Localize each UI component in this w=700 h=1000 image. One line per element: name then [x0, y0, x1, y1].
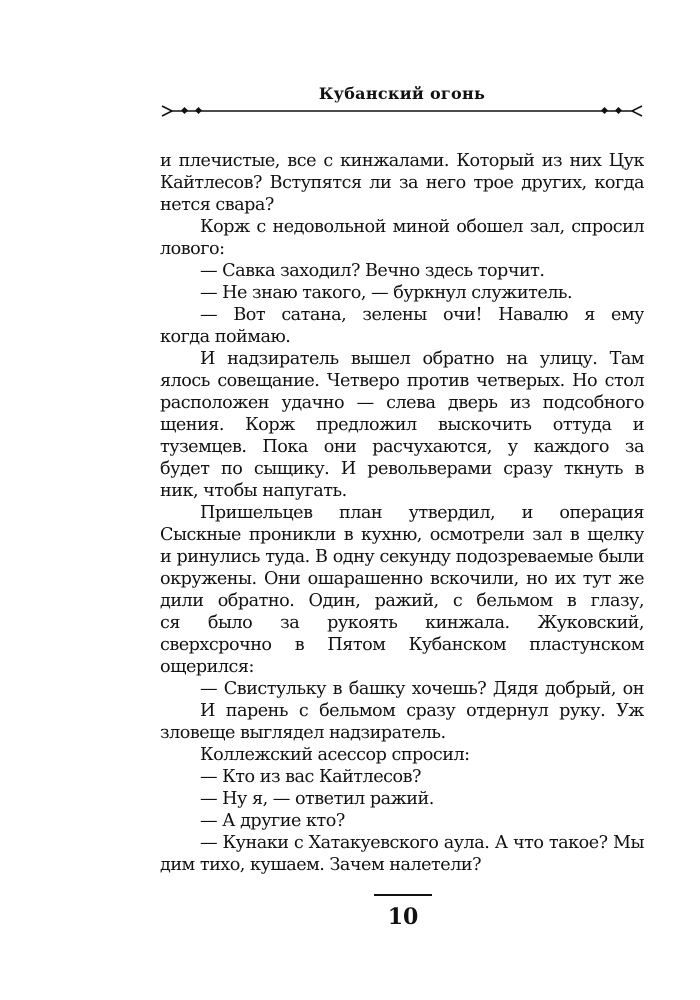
text-line: и ринулись туда. В одну секунду подозреваемые были [160, 547, 644, 567]
text-line: Корж с недовольной миной обошел зал, спросил [200, 217, 644, 237]
footer-rule [374, 894, 432, 896]
text-line: — Вот сатана, зелены очи! Навалю я ему [200, 305, 644, 325]
text-line: — Ну я, — ответил ражий. [200, 789, 434, 809]
text-line: И надзиратель вышел обратно на улицу. Там [200, 349, 644, 369]
text-line: ощерился: [160, 657, 254, 677]
text-line: щения. Корж предложил выскочить оттуда и [160, 415, 644, 435]
text-line: туземцев. Пока они расчухаются, у каждого за [160, 437, 644, 457]
text-line: Сыскные проникли в кухню, осмотрели зал в щелку [160, 525, 644, 545]
text-line: когда поймаю. [160, 327, 291, 347]
text-line: сверхсрочно в Пятом Кубанском пластунском [160, 635, 644, 655]
text-line: дим тихо, кушаем. Зачем налетели? [160, 855, 482, 875]
page-number: 10 [387, 904, 419, 930]
text-line: будет по сыщику. И револьверами сразу ткнуть в [160, 459, 644, 479]
text-line: И парень с бельмом сразу отдернул руку. Уж [200, 701, 644, 721]
text-line: лового: [160, 239, 225, 259]
text-line: — Савка заходил? Вечно здесь торчит. [200, 261, 545, 281]
text-line: и плечистые, все с кинжалами. Который из них Цук [160, 151, 644, 171]
running-title: Кубанский огонь [318, 84, 486, 103]
text-line: нется свара? [160, 195, 274, 215]
text-line: расположен удачно — слева дверь из подсобного [160, 393, 644, 413]
text-line: ся было за рукоять кинжала. Жуковский, [160, 613, 644, 633]
text-line: — Свистульку в башку хочешь? Дядя добрый, он [200, 679, 644, 699]
text-line: окружены. Они ошарашенно вскочили, но их тут же [160, 569, 644, 589]
header-ornament [160, 104, 644, 118]
text-line: ялось совещание. Четверо против четверых. Но стол [160, 371, 644, 391]
text-line: дили обратно. Один, ражий, с бельмом в глазу, [160, 591, 644, 611]
page-header [160, 84, 644, 124]
body-text [160, 150, 644, 876]
text-line: Кайтлесов? Вступятся ли за него трое других, когда [160, 173, 644, 193]
text-line: зловеще выглядел надзиратель. [160, 723, 446, 743]
text-line: Пришельцев план утвердил, и операция [200, 503, 644, 523]
text-line: — Кунаки с Хатакуевского аула. А что такое? Мы [200, 833, 644, 853]
text-line: — А другие кто? [200, 811, 345, 831]
text-line: — Не знаю такого, — буркнул служитель. [200, 283, 573, 303]
text-line: Коллежский асессор спросил: [200, 745, 470, 765]
text-line: ник, чтобы напугать. [160, 481, 347, 501]
text-line: — Кто из вас Кайтлесов? [200, 767, 421, 787]
ornament-right-arrow-icon [601, 106, 642, 116]
